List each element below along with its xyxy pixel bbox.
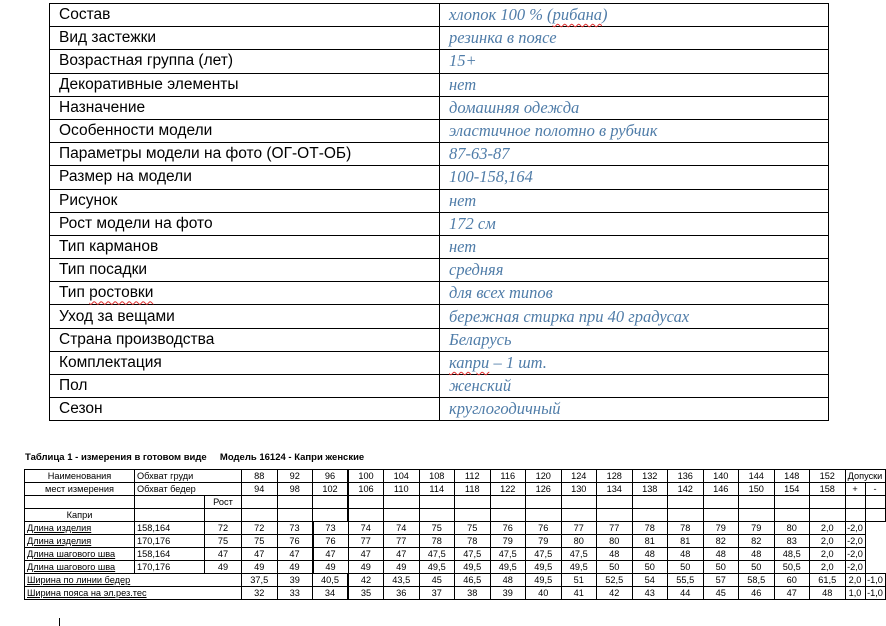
measurement-row [25, 548, 886, 561]
tolerance-plus-value: 2,0 [810, 561, 846, 574]
hip-size: 98 [277, 483, 313, 496]
measurement-value: 47 [384, 548, 420, 561]
property-label: Тип посадки [50, 259, 440, 282]
measurement-name: Длина шагового шва [25, 561, 135, 574]
property-value: 100-158,164 [440, 166, 829, 189]
measurement-value: 78 [668, 522, 704, 535]
tolerance-plus-value: 2,0 [810, 522, 846, 535]
property-value: капри – 1 шт. [440, 351, 829, 374]
hip-size: 154 [774, 483, 810, 496]
measurement-value: 35 [348, 587, 384, 600]
chest-size: 120 [526, 470, 562, 483]
property-label: Комплектация [50, 351, 440, 374]
spacer-cell [455, 509, 491, 522]
property-row [50, 96, 829, 119]
tolerance-plus-value: 2,0 [810, 548, 846, 561]
property-row [50, 166, 829, 189]
spacer-cell [384, 509, 420, 522]
spacer-cell [845, 509, 865, 522]
spacer-cell [526, 496, 562, 509]
measurement-value: 47 [774, 587, 810, 600]
measurement-value: 43 [632, 587, 668, 600]
spacer-cell [561, 496, 597, 509]
measurement-value: 50,5 [774, 561, 810, 574]
chest-size: 104 [384, 470, 420, 483]
measurement-value: 60 [774, 574, 810, 587]
header-row-hips [25, 483, 886, 496]
property-value: женский [440, 375, 829, 398]
measurement-value: 49,5 [526, 574, 562, 587]
measurement-value: 72 [205, 522, 242, 535]
chest-size: 108 [419, 470, 455, 483]
measurement-value: 50 [739, 561, 775, 574]
property-value: 15+ [440, 50, 829, 73]
measurement-value: 45 [703, 587, 739, 600]
measurement-value: 51 [561, 574, 597, 587]
spacer-cell [348, 496, 384, 509]
measurement-value: 47,5 [561, 548, 597, 561]
measurement-value: 50 [668, 561, 704, 574]
property-value: Беларусь [440, 328, 829, 351]
measurement-value: 49,5 [526, 561, 562, 574]
measurement-value: 74 [348, 522, 384, 535]
measurement-value: 49,5 [561, 561, 597, 574]
measurement-value: 82 [739, 535, 775, 548]
chest-size: 136 [668, 470, 704, 483]
measurement-value: 52,5 [597, 574, 633, 587]
measurement-value: 37,5 [242, 574, 278, 587]
hip-size: 114 [419, 483, 455, 496]
text-cursor [59, 618, 60, 626]
spacer-cell [25, 496, 135, 509]
property-label: Возрастная группа (лет) [50, 50, 440, 73]
measurement-value: 58,5 [739, 574, 775, 587]
measurement-row [25, 587, 886, 600]
measurement-value: 45 [419, 574, 455, 587]
measurement-value: 47 [242, 548, 278, 561]
spacer-cell [490, 496, 526, 509]
measurement-value: 73 [313, 522, 349, 535]
hip-size: 158 [810, 483, 846, 496]
property-value: нет [440, 73, 829, 96]
measurement-value: 77 [384, 535, 420, 548]
tolerance-minus-value: -2,0 [845, 535, 865, 548]
chest-size: 92 [277, 470, 313, 483]
measurement-row [25, 561, 886, 574]
property-row [50, 305, 829, 328]
spacer-cell [135, 509, 205, 522]
spacer-cell [135, 496, 205, 509]
property-row [50, 235, 829, 258]
measurement-value: 75 [455, 522, 491, 535]
measurement-value: 49 [242, 561, 278, 574]
property-row [50, 375, 829, 398]
chest-size: 140 [703, 470, 739, 483]
spellcheck-word: капри [449, 352, 490, 372]
property-value: нет [440, 189, 829, 212]
spacer-cell [277, 509, 313, 522]
hip-size: 122 [490, 483, 526, 496]
header-row-chest [25, 470, 886, 483]
measurement-value: 77 [597, 522, 633, 535]
measurement-value: 79 [739, 522, 775, 535]
spacer-cell [739, 509, 775, 522]
measurement-value: 38 [455, 587, 491, 600]
tolerance-plus-value: 2,0 [845, 574, 865, 587]
measurement-value: 43,5 [384, 574, 420, 587]
measurement-row [25, 535, 886, 548]
property-label: Размер на модели [50, 166, 440, 189]
spacer-cell [668, 509, 704, 522]
measurement-height: 158,164 [135, 548, 205, 561]
measurement-height: 170,176 [135, 535, 205, 548]
section-label: Капри [25, 509, 135, 522]
chest-size: 148 [774, 470, 810, 483]
measurement-value: 78 [632, 522, 668, 535]
property-row [50, 351, 829, 374]
measurement-value: 46 [739, 587, 775, 600]
property-row [50, 189, 829, 212]
measurement-value: 75 [205, 535, 242, 548]
tolerance-plus-value: 2,0 [810, 535, 846, 548]
measurement-value: 49 [277, 561, 313, 574]
tolerance-plus-value: 1,0 [845, 587, 865, 600]
measurement-value: 40,5 [313, 574, 349, 587]
spacer-cell [703, 509, 739, 522]
tolerance-minus-value: -1,0 [865, 587, 885, 600]
hip-size: 106 [348, 483, 384, 496]
property-label: Особенности модели [50, 119, 440, 142]
measurement-value: 57 [703, 574, 739, 587]
property-label: Состав [50, 4, 440, 27]
measurement-value: 49 [313, 561, 349, 574]
hip-size: 134 [597, 483, 633, 496]
property-value: домашняя одежда [440, 96, 829, 119]
property-label: Тип карманов [50, 235, 440, 258]
spellcheck-word: рибана [552, 5, 603, 25]
measurement-value: 80 [561, 535, 597, 548]
measurement-value: 81 [632, 535, 668, 548]
header-name-cell: Наименования [25, 470, 135, 483]
property-row [50, 50, 829, 73]
property-label: Тип ростовки [50, 282, 440, 305]
measurement-value: 46,5 [455, 574, 491, 587]
measurement-value: 47 [205, 548, 242, 561]
measurement-value: 50 [597, 561, 633, 574]
tolerance-minus-value: -1,0 [865, 574, 885, 587]
tolerance-minus: - [865, 483, 885, 496]
spacer-cell [865, 509, 885, 522]
spacer-cell [455, 496, 491, 509]
hip-size: 126 [526, 483, 562, 496]
spacer-cell [810, 496, 846, 509]
spacer-cell [597, 496, 633, 509]
measurement-row [25, 522, 886, 535]
spacer-cell [526, 509, 562, 522]
property-label: Декоративные элементы [50, 73, 440, 96]
measurement-value: 39 [277, 574, 313, 587]
chest-size: 100 [348, 470, 384, 483]
height-label: Рост [205, 496, 242, 509]
measurement-value: 79 [490, 535, 526, 548]
measurement-name: Ширина по линии бедер [25, 574, 242, 587]
spacer-cell [561, 509, 597, 522]
measurement-value: 48 [739, 548, 775, 561]
hip-size: 146 [703, 483, 739, 496]
spacer-cell [313, 509, 349, 522]
measurement-row [25, 574, 886, 587]
property-row [50, 328, 829, 351]
measurement-value: 39 [490, 587, 526, 600]
property-value: для всех типов [440, 282, 829, 305]
measurement-value: 79 [703, 522, 739, 535]
chest-size: 116 [490, 470, 526, 483]
measurement-table-caption [25, 452, 364, 463]
property-row [50, 27, 829, 50]
measurement-value: 33 [277, 587, 313, 600]
property-value: резинка в поясе [440, 27, 829, 50]
measurement-value: 40 [526, 587, 562, 600]
measurement-value: 49,5 [455, 561, 491, 574]
measurement-value: 47,5 [419, 548, 455, 561]
property-value: хлопок 100 % (рибана) [440, 4, 829, 27]
measurement-value: 34 [313, 587, 349, 600]
chest-label: Обхват груди [135, 470, 242, 483]
spacer-cell [739, 496, 775, 509]
spacer-cell [205, 509, 242, 522]
measurement-value: 80 [774, 522, 810, 535]
spacer-cell [419, 496, 455, 509]
measurement-height: 170,176 [135, 561, 205, 574]
measurement-value: 42 [348, 574, 384, 587]
property-label: Вид застежки [50, 27, 440, 50]
measurement-value: 47 [277, 548, 313, 561]
hip-size: 94 [242, 483, 278, 496]
property-row [50, 259, 829, 282]
hip-size: 142 [668, 483, 704, 496]
measurement-value: 49,5 [419, 561, 455, 574]
tolerance-minus-value: -2,0 [845, 561, 865, 574]
caption-title: Таблица 1 - измерения в готовом виде [25, 452, 207, 463]
measurement-value: 41 [561, 587, 597, 600]
spellcheck-word: ростовки [89, 284, 154, 302]
measurement-value: 75 [242, 535, 278, 548]
measurement-value: 75 [419, 522, 455, 535]
measurement-value: 48 [703, 548, 739, 561]
measurement-value: 47 [348, 548, 384, 561]
measurement-value: 48 [490, 574, 526, 587]
measurement-table [24, 469, 886, 600]
property-value: средняя [440, 259, 829, 282]
hip-size: 150 [739, 483, 775, 496]
measurement-value: 73 [277, 522, 313, 535]
measurement-value: 78 [455, 535, 491, 548]
tolerance-plus: + [845, 483, 865, 496]
spacer-cell [348, 509, 384, 522]
spacer-cell [277, 496, 313, 509]
measurement-value: 47,5 [455, 548, 491, 561]
measurement-value: 72 [242, 522, 278, 535]
hip-size: 118 [455, 483, 491, 496]
measurement-value: 78 [419, 535, 455, 548]
height-header-row [25, 496, 886, 509]
hip-size: 130 [561, 483, 597, 496]
hip-size: 110 [384, 483, 420, 496]
tolerance-minus-value: -2,0 [845, 522, 865, 535]
measurement-value: 48 [597, 548, 633, 561]
product-properties-table [49, 3, 829, 421]
property-row [50, 282, 829, 305]
property-value: эластичное полотно в рубчик [440, 119, 829, 142]
property-value: круглогодичный [440, 398, 829, 421]
measurement-value: 77 [561, 522, 597, 535]
measurement-value: 54 [632, 574, 668, 587]
property-row [50, 212, 829, 235]
measurement-value: 48 [810, 587, 846, 600]
spacer-cell [865, 496, 885, 509]
measurement-name: Ширина пояса на эл.рез.тес [25, 587, 242, 600]
chest-size: 96 [313, 470, 349, 483]
property-label: Страна производства [50, 328, 440, 351]
spacer-cell [703, 496, 739, 509]
measurement-value: 44 [668, 587, 704, 600]
property-label: Уход за вещами [50, 305, 440, 328]
measurement-name: Длина изделия [25, 522, 135, 535]
chest-size: 128 [597, 470, 633, 483]
chest-size: 124 [561, 470, 597, 483]
chest-size: 88 [242, 470, 278, 483]
spacer-cell [774, 509, 810, 522]
measurement-value: 49 [205, 561, 242, 574]
property-label: Рост модели на фото [50, 212, 440, 235]
property-row [50, 119, 829, 142]
measurement-value: 49 [348, 561, 384, 574]
property-label: Параметры модели на фото (ОГ-ОТ-ОБ) [50, 143, 440, 166]
property-row [50, 143, 829, 166]
spacer-cell [774, 496, 810, 509]
property-value: 172 см [440, 212, 829, 235]
measurement-value: 50 [703, 561, 739, 574]
measurement-value: 61,5 [810, 574, 846, 587]
property-value: бережная стирка при 40 градусах [440, 305, 829, 328]
caption-model: Модель 16124 - Капри женские [219, 452, 365, 463]
measurement-value: 42 [597, 587, 633, 600]
spacer-cell [242, 496, 278, 509]
property-value: нет [440, 235, 829, 258]
hip-size: 102 [313, 483, 349, 496]
measurement-value: 81 [668, 535, 704, 548]
measurement-value: 83 [774, 535, 810, 548]
property-row [50, 73, 829, 96]
measurement-value: 49,5 [490, 561, 526, 574]
measurement-value: 74 [384, 522, 420, 535]
measurement-height: 158,164 [135, 522, 205, 535]
measurement-value: 49 [384, 561, 420, 574]
spacer-cell [632, 509, 668, 522]
measurement-value: 48 [668, 548, 704, 561]
spacer-cell [597, 509, 633, 522]
measurement-value: 47,5 [490, 548, 526, 561]
hips-label: Обхват бедер [135, 483, 242, 496]
chest-size: 132 [632, 470, 668, 483]
spacer-cell [632, 496, 668, 509]
property-row [50, 4, 829, 27]
measurement-value: 82 [703, 535, 739, 548]
measurement-value: 76 [490, 522, 526, 535]
measurement-value: 50 [632, 561, 668, 574]
chest-size: 112 [455, 470, 491, 483]
spacer-cell [419, 509, 455, 522]
measurement-value: 80 [597, 535, 633, 548]
spacer-cell [490, 509, 526, 522]
measurement-value: 76 [526, 522, 562, 535]
header-name-cell: мест измерения [25, 483, 135, 496]
measurement-value: 36 [384, 587, 420, 600]
measurement-value: 55,5 [668, 574, 704, 587]
spacer-cell [242, 509, 278, 522]
chest-size: 152 [810, 470, 846, 483]
spacer-cell [810, 509, 846, 522]
property-label: Рисунок [50, 189, 440, 212]
measurement-value: 32 [242, 587, 278, 600]
tolerance-label: Допуски [845, 470, 885, 483]
hip-size: 138 [632, 483, 668, 496]
section-row [25, 509, 886, 522]
property-label: Назначение [50, 96, 440, 119]
spacer-cell [313, 496, 349, 509]
measurement-value: 47,5 [526, 548, 562, 561]
measurement-name: Длина изделия [25, 535, 135, 548]
measurement-value: 37 [419, 587, 455, 600]
spacer-cell [384, 496, 420, 509]
property-label: Сезон [50, 398, 440, 421]
measurement-value: 47 [313, 548, 349, 561]
spacer-cell [845, 496, 865, 509]
measurement-name: Длина шагового шва [25, 548, 135, 561]
measurement-value: 76 [313, 535, 349, 548]
property-value: 87-63-87 [440, 143, 829, 166]
chest-size: 144 [739, 470, 775, 483]
property-row [50, 398, 829, 421]
measurement-value: 79 [526, 535, 562, 548]
tolerance-minus-value: -2,0 [845, 548, 865, 561]
property-label: Пол [50, 375, 440, 398]
measurement-value: 76 [277, 535, 313, 548]
spacer-cell [668, 496, 704, 509]
measurement-value: 48,5 [774, 548, 810, 561]
measurement-value: 48 [632, 548, 668, 561]
measurement-value: 77 [348, 535, 384, 548]
